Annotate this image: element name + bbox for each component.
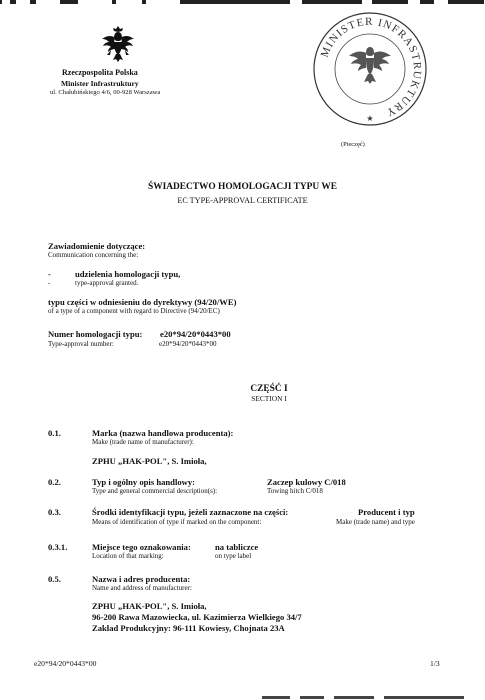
- item-label-pl: Miejsce tego oznakowania:: [92, 542, 191, 552]
- section-heading-pl: CZĘŚĆ I: [250, 384, 288, 394]
- item-number: 0.2.: [48, 477, 61, 487]
- ministry-name: Minister Infrastruktury: [61, 79, 139, 88]
- item-label-pl: Marka (nazwa handlowa producenta):: [92, 428, 234, 438]
- notification-dash-1: -: [48, 269, 51, 279]
- item-value-pl: Zaczep kulowy C/018: [267, 477, 346, 487]
- country-name: Rzeczpospolita Polska: [62, 68, 138, 77]
- item-value-en: Make (trade name) and type: [336, 518, 415, 526]
- footer-approval-code: e20*94/20*0443*00: [34, 659, 97, 668]
- section-heading-en: SECTION I: [251, 394, 287, 403]
- component-directive-en: of a type of a component with regard to Directive (94/20/EC): [48, 307, 220, 315]
- certificate-title-pl: ŚWIADECTWO HOMOLOGACJI TYPU WE: [147, 182, 337, 192]
- item-number: 0.3.: [48, 507, 61, 517]
- item-label-en: Name and address of manufacturer:: [92, 584, 192, 592]
- item-value-pl: Producent i typ: [358, 507, 415, 517]
- item-value: ZPHU „HAK-POL", S. Imioła,: [92, 456, 207, 466]
- item-label-en: Type and general commercial description(s):: [92, 487, 218, 495]
- notification-item-en: type-approval granted.: [75, 279, 139, 287]
- ministry-address: ul. Chałubińskiego 4/6, 00-928 Warszawa: [50, 89, 161, 96]
- item-value-en: on type label: [215, 552, 252, 560]
- item-number: 0.5.: [48, 574, 61, 584]
- approval-number-label-pl: Numer homologacji typu:: [48, 329, 143, 339]
- item-label-en: Means of identification of type if marked on the component:: [92, 518, 262, 526]
- item-number: 0.1.: [48, 428, 61, 438]
- page-number: 1/3: [430, 659, 440, 668]
- approval-number-label-en: Type-approval number:: [48, 340, 114, 348]
- manufacturer-address-line: ZPHU „HAK-POL", S. Imioła,: [92, 601, 207, 611]
- item-number: 0.3.1.: [48, 542, 68, 552]
- component-directive-pl: typu części w odniesieniu do dyrektywy (94/20/WE): [48, 297, 237, 307]
- item-label-pl: Typ i ogólny opis handlowy:: [92, 477, 195, 487]
- scan-top-edge: [0, 0, 485, 5]
- seal-eagle-icon: [349, 47, 391, 84]
- item-label-en: Make (trade name of manufacturer):: [92, 438, 194, 446]
- ministry-seal-stamp: [310, 9, 430, 129]
- stamp-caption: (Pieczęć): [341, 141, 365, 148]
- approval-number-value-en: e20*94/20*0443*00: [159, 340, 217, 348]
- item-value-en: Towing hitch C/018: [267, 487, 323, 495]
- item-label-pl: Środki identyfikacji typu, jeżeli zaznaczone na części:: [92, 507, 289, 517]
- seal-star-icon: ★: [366, 114, 374, 123]
- manufacturer-address-line: 96-200 Rawa Mazowiecka, ul. Kazimierza Wielkiego 34/7: [92, 612, 302, 622]
- notification-label-en: Communication concerning the:: [48, 251, 139, 259]
- notification-label-pl: Zawiadomienie dotyczące:: [48, 241, 146, 251]
- item-label-pl: Nazwa i adres producenta:: [92, 574, 191, 584]
- certificate-title-en: EC TYPE-APPROVAL CERTIFICATE: [177, 196, 308, 205]
- item-value-pl: na tabliczce: [215, 542, 259, 552]
- item-label-en: Location of that marking:: [92, 552, 164, 560]
- seal-text: MINISTER INFRASTRUKTURY: [318, 15, 424, 119]
- approval-number-value-pl: e20*94/20*0443*00: [160, 329, 231, 339]
- notification-dash-2: -: [48, 279, 51, 287]
- polish-eagle-emblem-icon: [100, 24, 136, 64]
- manufacturer-address-line: Zakład Produkcyjny: 96-111 Kowiesy, Chojnata 23A: [92, 623, 285, 633]
- notification-item-pl: udzielenia homologacji typu,: [75, 269, 181, 279]
